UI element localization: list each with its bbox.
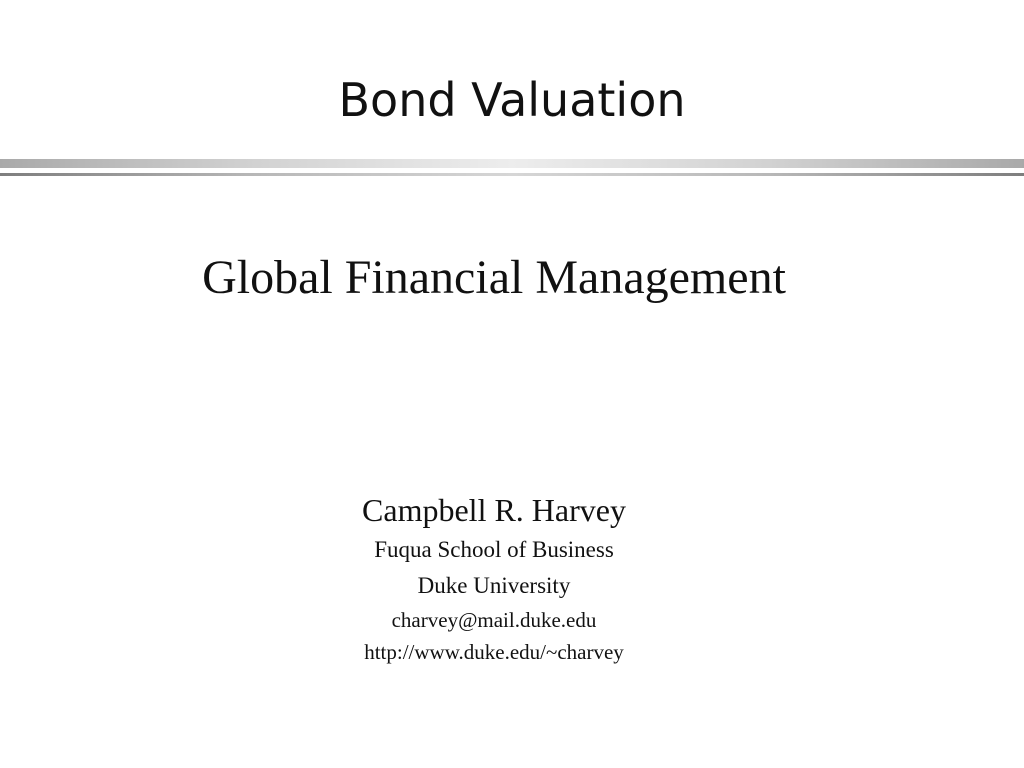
title-divider-thick [0, 159, 1024, 168]
slide-title: Bond Valuation [338, 73, 686, 127]
course-subtitle: Global Financial Management [202, 251, 786, 304]
author-url: http://www.duke.edu/~charvey [364, 640, 624, 664]
author-university: Duke University [417, 573, 571, 598]
author-school: Fuqua School of Business [374, 537, 614, 562]
title-divider-thin [0, 173, 1024, 176]
author-block [0, 488, 988, 668]
author-name: Campbell R. Harvey [362, 492, 626, 528]
author-email: charvey@mail.duke.edu [391, 608, 597, 632]
